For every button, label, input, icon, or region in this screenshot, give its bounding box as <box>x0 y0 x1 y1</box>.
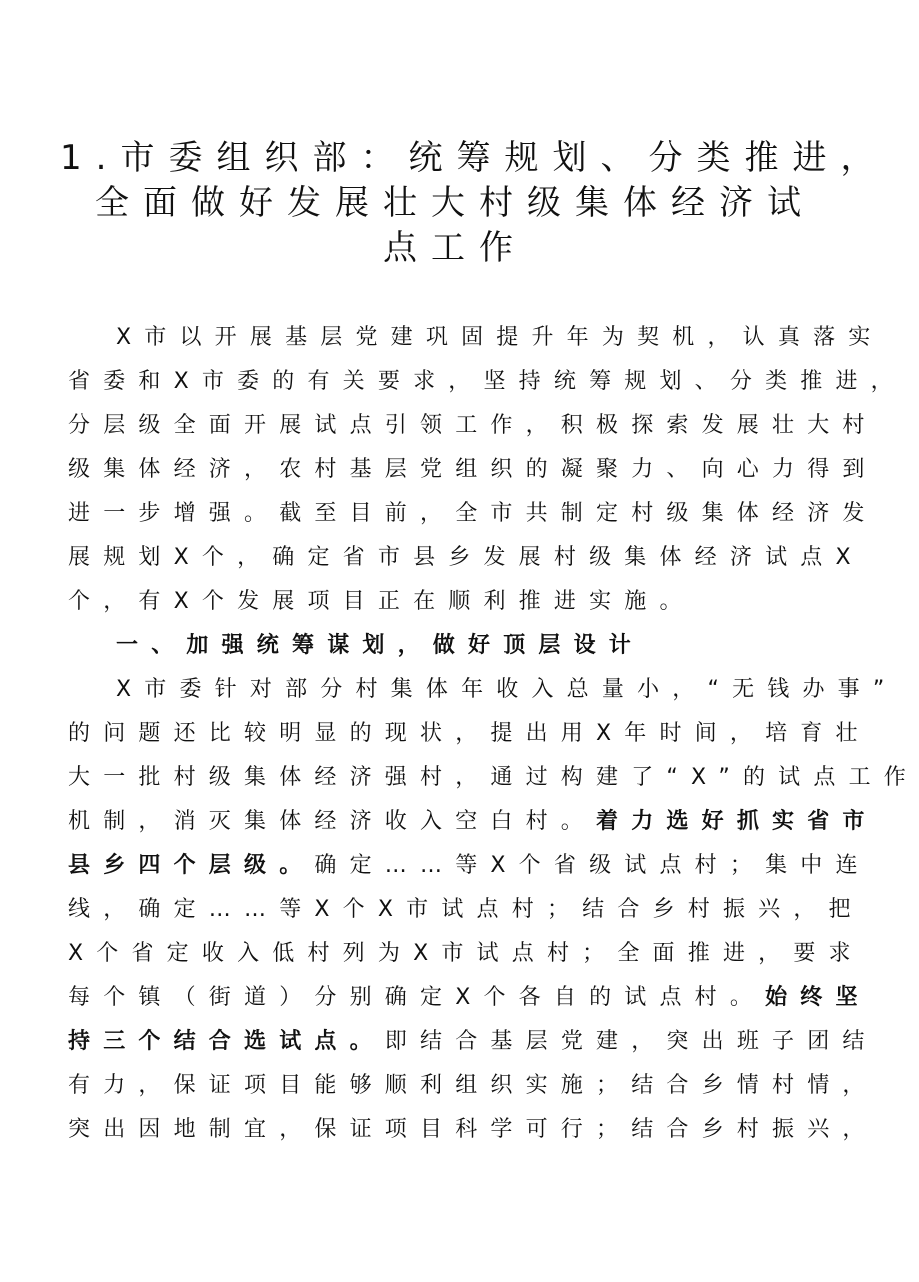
text-line: 进一步增强。截至目前，全市共制定村级集体经济发 <box>68 501 878 526</box>
emphasis-run: 着力选好抓实省市 <box>596 809 878 834</box>
text-line: X市委针对部分村集体年收入总量小，“无钱办事” <box>116 677 898 702</box>
text-run: 每个镇（街道）分别确定X个各自的试点村。 <box>68 985 766 1010</box>
text-line: 级集体经济，农村基层党组织的凝聚力、向心力得到 <box>68 457 878 482</box>
emphasis-run: 始终坚 <box>765 985 871 1010</box>
text-line <box>68 800 878 844</box>
text-line <box>68 976 871 1020</box>
text-line: 省委和X市委的有关要求，坚持统筹规划、分类推进， <box>68 369 906 394</box>
emphasis-run: 县乡四个层级。 <box>68 853 315 878</box>
emphasis-run: 持三个结合选试点。 <box>68 1029 385 1054</box>
text-line: 分层级全面开展试点引领工作，积极探索发展壮大村 <box>68 413 878 438</box>
text-line <box>68 844 871 888</box>
text-line: 突出因地制宜，保证项目科学可行；结合乡村振兴， <box>68 1117 878 1142</box>
text-line: 的问题还比较明显的现状，提出用X年时间，培育壮 <box>68 721 871 746</box>
document-title <box>60 136 889 271</box>
text-run: 即结合基层党建，突出班子团结 <box>384 1029 878 1054</box>
paragraph-intro <box>68 316 906 624</box>
text-line: X个省定收入低村列为X市试点村；全面推进，要求 <box>68 941 864 966</box>
paragraph-section-1 <box>68 668 919 1152</box>
document-body <box>68 316 919 1152</box>
text-line: 线，确定……等X个X市试点村；结合乡村振兴，把 <box>68 897 864 922</box>
title-line-3: 点工作 <box>383 228 527 268</box>
text-line <box>68 1020 878 1064</box>
text-line: 展规划X个，确定省市县乡发展村级集体经济试点X <box>68 545 864 570</box>
text-run: 确定……等X个省级试点村；集中连 <box>314 853 871 878</box>
text-line: 有力，保证项目能够顺利组织实施；结合乡情村情， <box>68 1073 878 1098</box>
title-line-1: 1.市委组织部：统筹规划、分类推进， <box>60 138 889 178</box>
section-heading: 一、加强统筹谋划，做好顶层设计 <box>116 633 645 658</box>
title-line-2: 全面做好发展壮大村级集体经济试 <box>95 183 815 223</box>
text-line: 个，有X个发展项目正在顺利推进实施。 <box>68 589 695 614</box>
text-line: 大一批村级集体经济强村，通过构建了“X”的试点工作 <box>68 765 919 790</box>
text-run: 机制，消灭集体经济收入空白村。 <box>68 809 597 834</box>
text-line: X市以开展基层党建巩固提升年为契机，认真落实 <box>116 325 884 350</box>
